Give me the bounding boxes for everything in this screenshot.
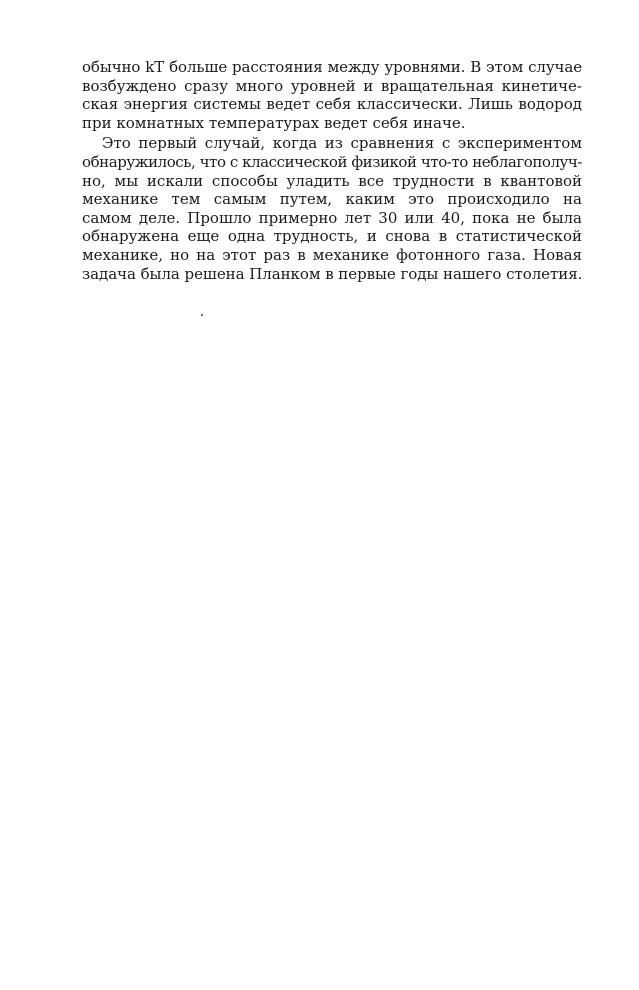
scan-speck: [201, 314, 203, 316]
text-line: задача была решена Планком в первые годы нашего столетия.: [82, 264, 583, 283]
text-line: обнаружена еще одна трудность, и снова в статистической: [82, 227, 582, 246]
text-line: возбуждено сразу много уровней и вращательная кинетиче-: [82, 76, 582, 95]
text-line: Это первый случай, когда из сравнения с экспериментом: [102, 134, 582, 153]
text-line: ская энергия системы ведет себя классически. Лишь водород: [82, 95, 582, 114]
paragraph-2: [82, 134, 582, 283]
text-line: обнаружилось, что с классической физикой что-то неблагополуч-: [82, 152, 582, 171]
body-text: [82, 58, 582, 283]
text-line: самом деле. Прошло примерно лет 30 или 40, пока не была: [82, 208, 582, 227]
text-line: обычно kT больше расстояния между уровнями. В этом случае: [82, 58, 582, 76]
text-line: при комнатных температурах ведет себя иначе.: [82, 113, 466, 132]
text-line: механике тем самым путем, каким это происходило на: [82, 190, 582, 209]
text-line: механике, но на этот раз в механике фотонного газа. Новая: [82, 245, 582, 264]
paragraph-1: [82, 58, 582, 132]
text-line: но, мы искали способы уладить все трудности в квантовой: [82, 171, 582, 190]
